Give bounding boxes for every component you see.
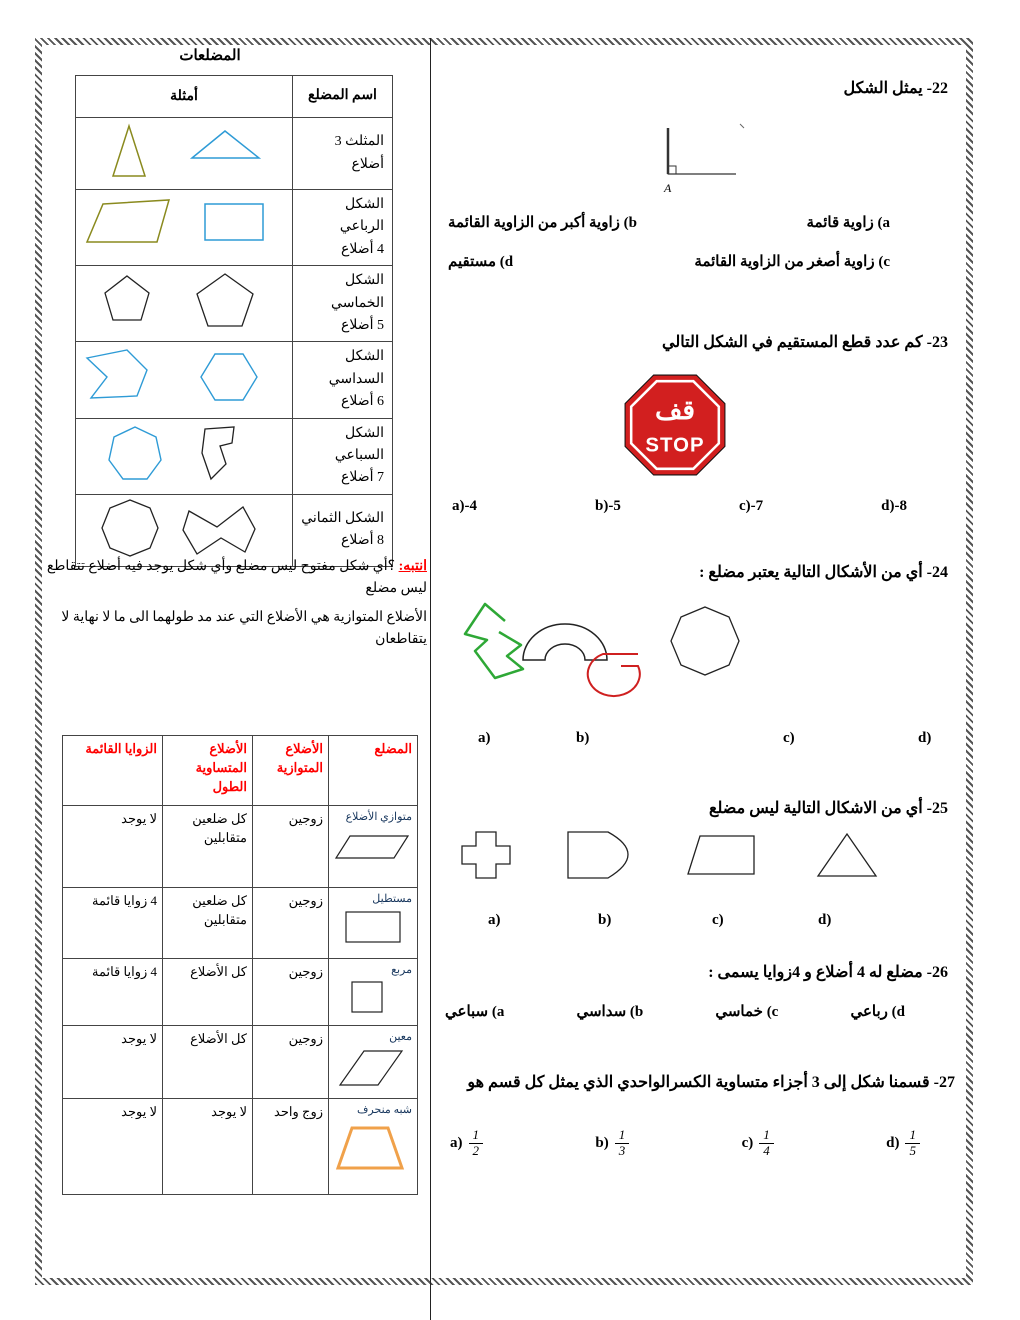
parallel-value: زوجين: [253, 959, 329, 1026]
option-c: [742, 1128, 774, 1159]
question-22-options-row-2: [448, 252, 890, 271]
option-key: b): [595, 1134, 609, 1151]
quadrilateral-examples: [77, 192, 292, 258]
option-key: c): [741, 1134, 754, 1151]
table-row: [76, 342, 393, 418]
question-24-option-letters: [440, 730, 950, 754]
option-a: [806, 213, 890, 232]
octagon-shape: [671, 607, 739, 675]
triangle-shape: [818, 834, 876, 876]
shape-name: مربع: [391, 964, 412, 977]
attention-label: انتبه:: [398, 559, 427, 574]
option-d: d): [818, 912, 832, 928]
polygon-name: الشكل الخماسي: [331, 273, 384, 311]
stop-sign-figure: [622, 372, 728, 478]
option-key: (d: [891, 1004, 905, 1020]
angles-value: لا يوجد: [63, 806, 163, 888]
parallel-value: زوجين: [253, 806, 329, 888]
shape-name: شبه منحرف: [357, 1104, 412, 1117]
polygon-name-2: 4 أضلاع: [341, 241, 384, 257]
equal-sides-header: الأضلاع المتساوية الطول: [163, 736, 253, 806]
option-text: خماسي: [715, 1004, 763, 1020]
option-text: زاوية قائمة: [806, 215, 874, 231]
green-open-shape: [465, 604, 523, 678]
heptagon-examples: [77, 421, 292, 487]
shape-name: متوازي الأضلاع: [345, 811, 412, 823]
option-key: d): [886, 1134, 900, 1151]
shape-name: معين: [389, 1031, 412, 1044]
question-22-options-row-1: [448, 213, 890, 232]
angle-vertex-label: A: [664, 181, 672, 195]
option-d: [850, 1002, 905, 1021]
option-d: d)-8: [881, 498, 907, 514]
question-27-options-row: [450, 1128, 920, 1159]
fraction-one-half: $\frac{1}{2}$: [469, 1128, 484, 1159]
option-a: a): [488, 912, 501, 928]
option-a: a): [478, 730, 491, 746]
option-key: (b: [623, 215, 637, 231]
parallel-value: زوج واحد: [253, 1099, 329, 1195]
quadrilaterals-properties-table: [62, 735, 418, 1195]
table-row: [63, 1099, 418, 1195]
table-row: [63, 806, 418, 888]
question-25-title: 25- أي من الاشكال التالية ليس مضلع: [708, 800, 948, 817]
question-23-title: 23- كم عدد قطع المستقيم في الشكل التالي: [662, 334, 948, 351]
polygon-name-2: 7 أضلاع: [341, 470, 384, 486]
stop-arabic-text: قف: [654, 394, 696, 425]
quadrilateral-shape: [688, 836, 754, 874]
right-angles-header: الزوايا القائمة: [63, 736, 163, 806]
polygon-name: الشكل الرباعي: [339, 197, 384, 235]
polygon-name-2: 6 أضلاع: [341, 394, 384, 410]
table-row: [76, 118, 393, 190]
polygon-name: الشكل السباعي: [334, 425, 384, 463]
cross-shape: [462, 832, 510, 878]
parallel-sides-header: الأضلاع المتوازية: [253, 736, 329, 806]
square-shape: [334, 979, 412, 1015]
polygon-name-2: 5 أضلاع: [341, 317, 384, 333]
option-key: (a: [877, 215, 890, 231]
attention-note: [42, 556, 427, 651]
equal-value: كل ضلعين متقابلين: [163, 888, 253, 959]
triangle-examples: [77, 118, 292, 184]
option-c: c)-7: [738, 498, 764, 514]
option-key: (c: [878, 254, 890, 270]
option-c: [715, 1002, 778, 1021]
question-26-title: 26- مضلع له 4 أضلاع و 4زوايا يسمى :: [708, 964, 948, 981]
option-c: c): [783, 730, 795, 746]
question-23-options-row: [452, 498, 907, 515]
octagon-examples: [77, 495, 292, 561]
examples-column-header: أمثلة: [76, 76, 293, 118]
polygon-name-2: أضلاع: [351, 156, 384, 172]
polygon-name: الشكل الثماني: [301, 510, 384, 526]
fraction-one-third: $\frac{1}{3}$: [615, 1128, 630, 1159]
table-row: [76, 418, 393, 494]
option-d: d): [918, 730, 932, 746]
pentagon-examples: [77, 268, 292, 334]
option-b: b): [598, 912, 612, 928]
parallel-value: زوجين: [253, 888, 329, 959]
right-angle-figure: [640, 118, 750, 198]
table-row: [63, 888, 418, 959]
question-22-title: 22- يمثل الشكل: [843, 80, 948, 97]
option-text: مستقيم: [448, 254, 497, 270]
option-key: (b: [629, 1004, 644, 1020]
table-row: [63, 1026, 418, 1099]
angles-value: لا يوجد: [63, 1026, 163, 1099]
stop-english-text: STOP: [645, 434, 705, 457]
parallel-value: زوجين: [253, 1026, 329, 1099]
option-text: سباعي: [445, 1004, 489, 1020]
table-header-row: [76, 76, 393, 118]
polygon-names-table: [75, 75, 393, 567]
option-key: (a: [491, 1004, 505, 1020]
attention-text: ؟أي شكل مفتوح ليس مضلع وأي شكل يوجد فيه أضلاع تتقاطع ليس مضلع: [46, 559, 427, 596]
polygon-name: الشكل السداسي: [328, 349, 384, 387]
option-text: زاوية أصغر من الزاوية القائمة: [694, 254, 875, 270]
column-divider: [430, 38, 431, 1320]
option-text: سداسي: [576, 1004, 627, 1020]
option-a: [445, 1002, 504, 1021]
question-26-options-row: [445, 1002, 905, 1021]
rectangle-shape: [334, 908, 412, 948]
option-text: رباعي: [850, 1004, 888, 1020]
option-c: c): [712, 912, 724, 928]
angles-value: 4 زوايا قائمة: [63, 959, 163, 1026]
option-b: [595, 1128, 629, 1159]
shape-column-header: المضلع: [329, 736, 418, 806]
d-shape: [568, 832, 628, 878]
option-b: b)-5: [595, 498, 621, 514]
option-d: [448, 252, 513, 271]
option-text: زاوية أكبر من الزاوية القائمة: [448, 215, 620, 231]
table-header-row: [63, 736, 418, 806]
angles-value: 4 زوايا قائمة: [63, 888, 163, 959]
question-24-title: 24- أي من الأشكال التالية يعتبر مضلع :: [699, 564, 948, 581]
table-row: [76, 266, 393, 342]
black-arch-shape: [523, 624, 607, 660]
equal-value: كل الأضلاع: [163, 1026, 253, 1099]
equal-value: لا يوجد: [163, 1099, 253, 1195]
parallelogram-shape: [334, 826, 412, 868]
polygon-name-2: 8 أضلاع: [341, 533, 384, 549]
question-24-shapes: [455, 596, 755, 708]
option-b: [448, 213, 637, 232]
option-a: [450, 1128, 483, 1159]
option-key: (d: [499, 254, 514, 270]
table-row: [63, 959, 418, 1026]
option-b: b): [576, 730, 590, 746]
option-b: [576, 1002, 643, 1021]
option-c: [694, 252, 890, 271]
table-row: [76, 190, 393, 266]
option-d: [886, 1128, 920, 1159]
fraction-one-fifth: $\frac{1}{5}$: [905, 1128, 920, 1159]
trapezoid-shape: [334, 1120, 412, 1176]
name-column-header: اسم المضلع: [293, 76, 393, 118]
angles-value: لا يوجد: [63, 1099, 163, 1195]
fraction-one-quarter: $\frac{1}{4}$: [759, 1128, 774, 1159]
page-title: المضلعات: [179, 48, 241, 64]
equal-value: كل ضلعين متقابلين: [163, 806, 253, 888]
polygon-name: المثلث 3: [334, 134, 384, 150]
option-a: a)-4: [452, 498, 477, 514]
question-27-title: 27- قسمنا شكل إلى 3 أجزاء متساوية الكسرالواحدي الذي يمثل كل قسم هو: [467, 1074, 955, 1091]
option-key: (c: [766, 1004, 779, 1020]
shape-name: مستطيل: [372, 893, 412, 905]
option-key: a): [450, 1134, 463, 1151]
hexagon-examples: [77, 344, 292, 410]
question-25-option-letters: [440, 912, 950, 936]
question-25-shapes: [450, 826, 900, 888]
rhombus-shape: [334, 1047, 412, 1089]
equal-value: كل الأضلاع: [163, 959, 253, 1026]
parallel-sides-definition: الأضلاع المتوازية هي الأضلاع التي عند مد طولهما الى ما لا نهاية لا يتقاطعان: [61, 610, 427, 648]
